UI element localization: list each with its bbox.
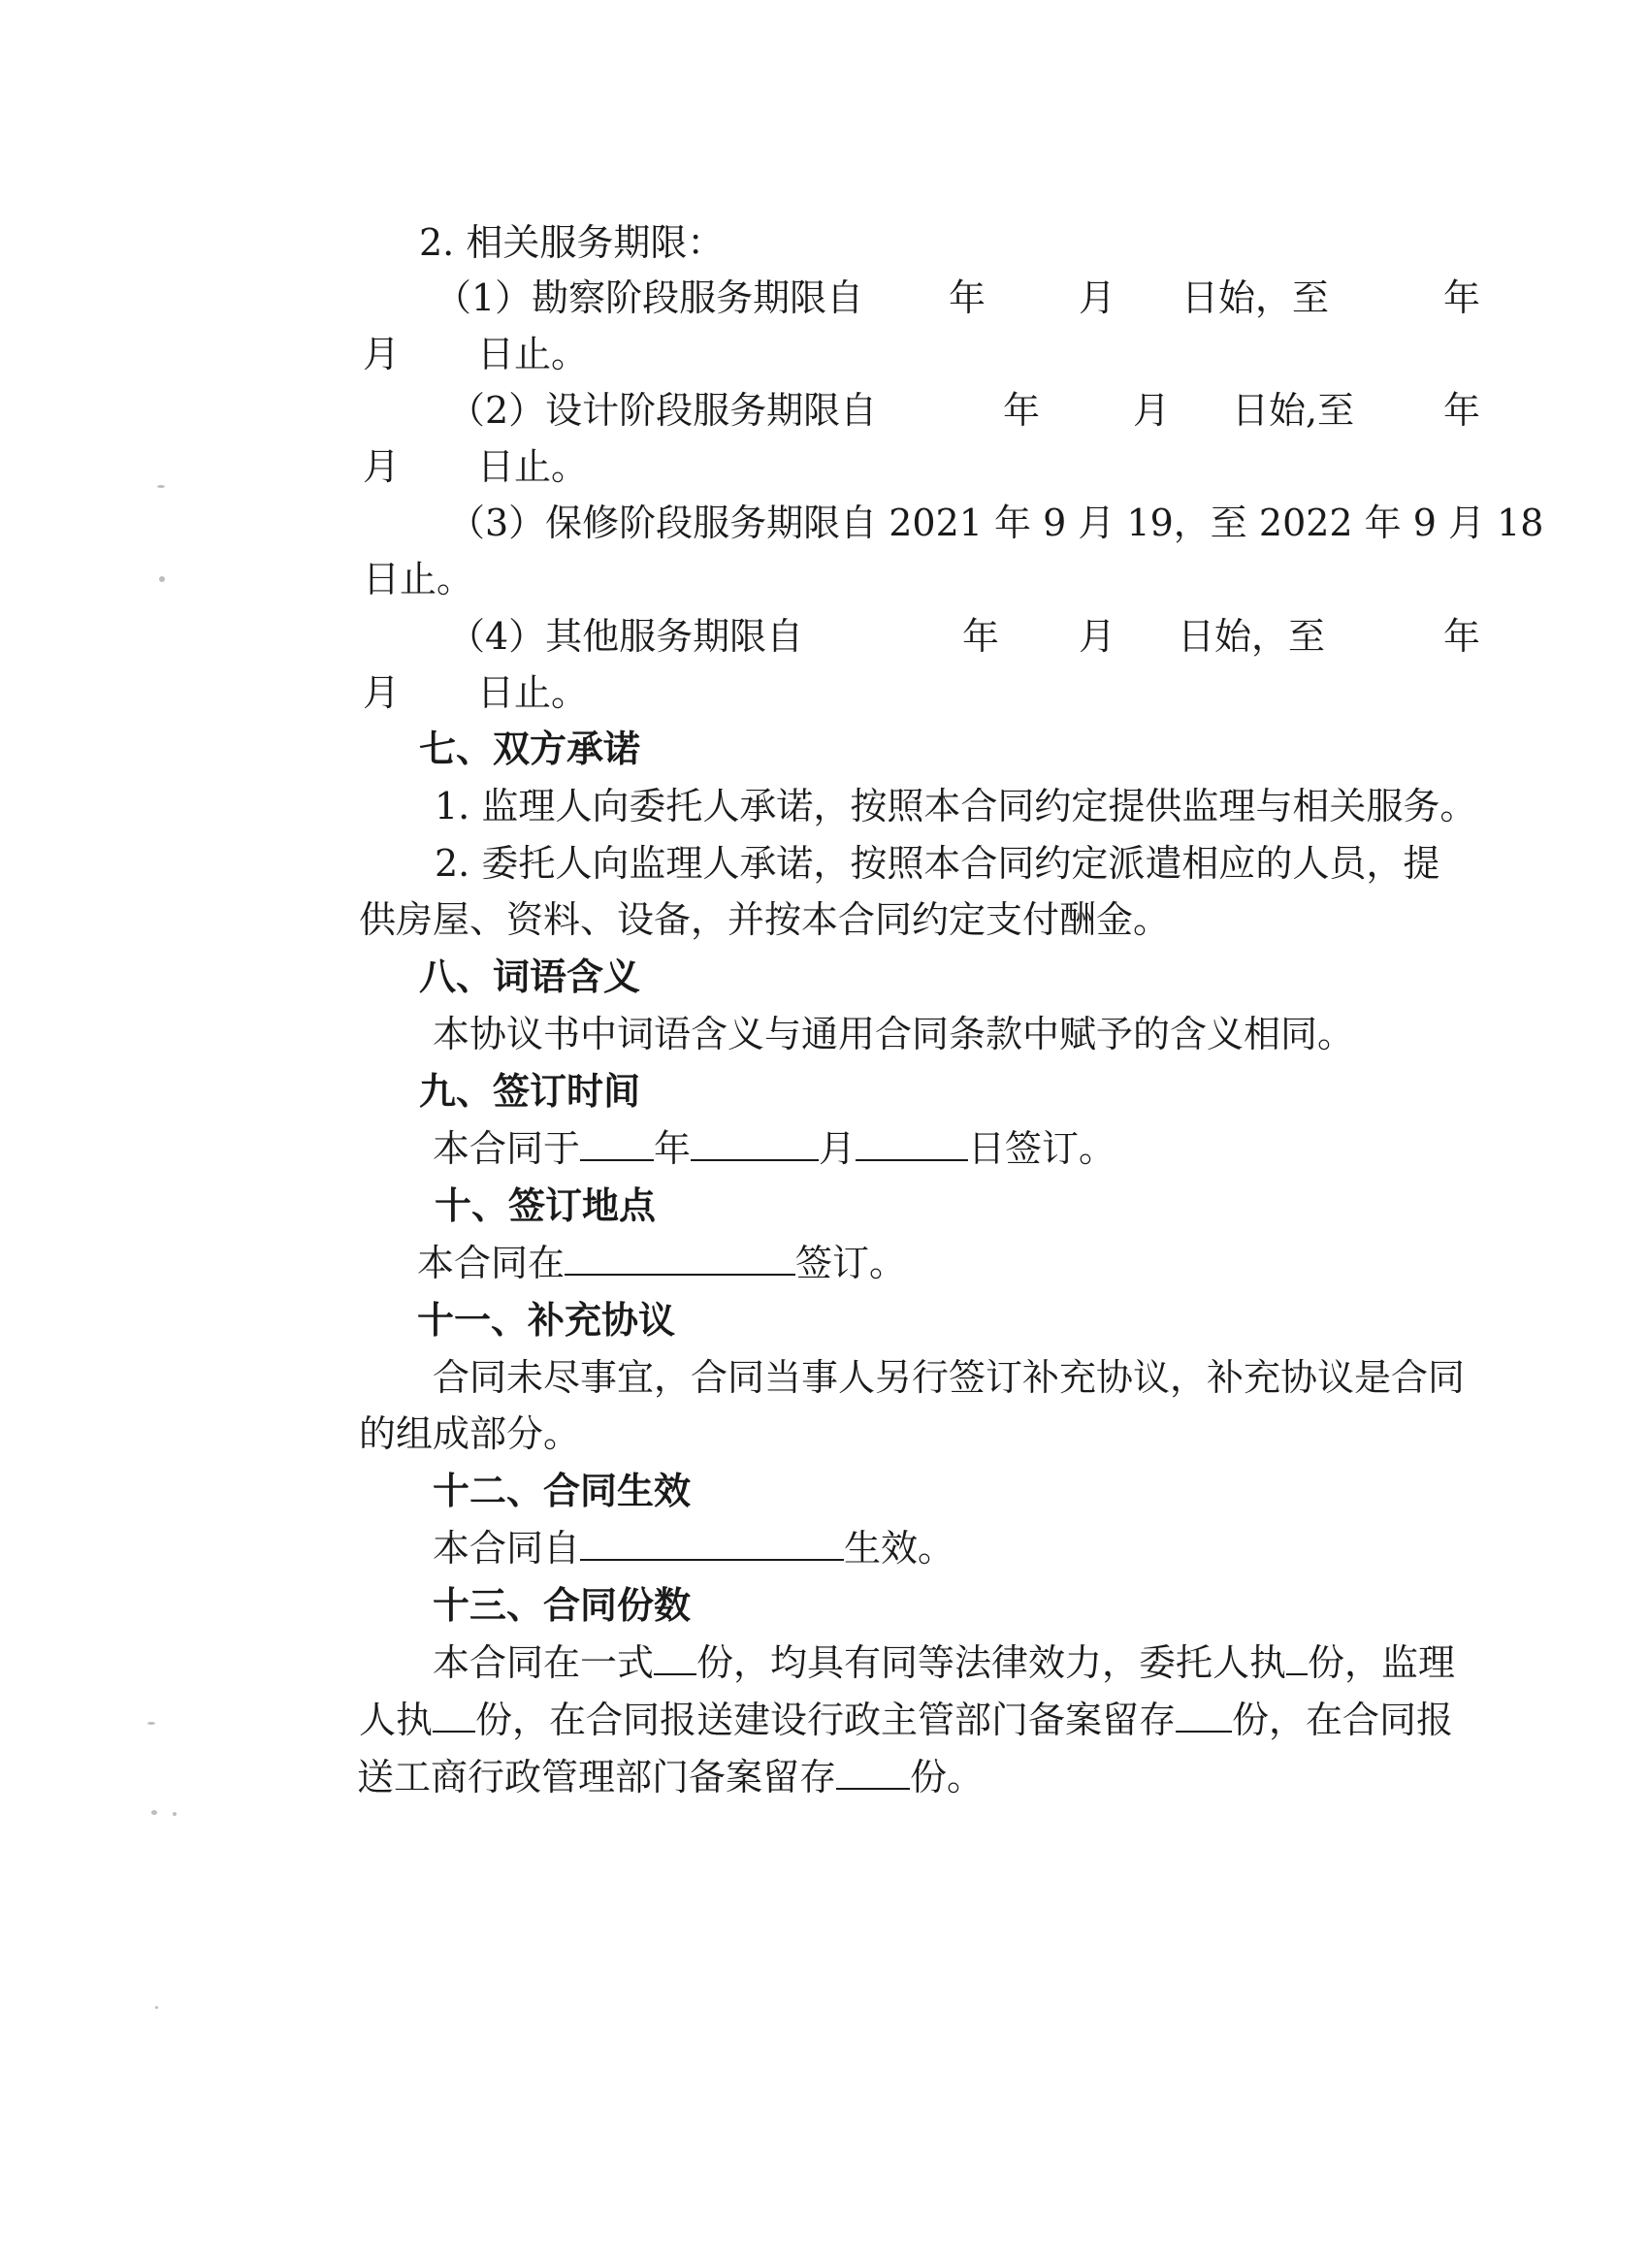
scan-speck xyxy=(173,1812,177,1816)
signing-date-prefix: 本合同于 xyxy=(433,1127,581,1170)
section-10-heading: 十、签订地点 xyxy=(435,1184,657,1227)
copies-line1 xyxy=(433,1639,1455,1686)
signing-year-blank[interactable] xyxy=(580,1126,654,1161)
other-start-day: 日始，至 xyxy=(1178,615,1326,658)
copies-total-blank[interactable] xyxy=(654,1640,696,1675)
effective-condition-blank[interactable] xyxy=(580,1526,844,1561)
survey-end-day: 日止。 xyxy=(477,333,589,375)
copies-client-text: 份，均具有同等法律效力，委托人执 xyxy=(696,1641,1287,1684)
effective-prefix: 本合同自 xyxy=(433,1527,581,1570)
signing-year-label: 年 xyxy=(654,1127,692,1170)
signing-place-blank[interactable] xyxy=(565,1241,795,1276)
section-11-line1: 合同未尽事宜，合同当事人另行签订补充协议，补充协议是合同 xyxy=(433,1356,1466,1399)
other-start-year: 年 xyxy=(962,615,1000,658)
section-8-heading: 八、词语含义 xyxy=(419,956,641,998)
design-end-month: 月 xyxy=(363,445,401,488)
warranty-period-line2: 日止。 xyxy=(363,558,474,600)
copies-commerce-prefix: 份，在合同报 xyxy=(1232,1699,1454,1741)
signing-month-blank[interactable] xyxy=(691,1126,819,1161)
other-period-label: （4）其他服务期限自 xyxy=(448,615,804,658)
copies-supervisor-blank[interactable] xyxy=(433,1698,475,1733)
warranty-period-line1: （3）保修阶段服务期限自 2021 年 9 月 19，至 2022 年 9 月 18 xyxy=(448,502,1544,544)
survey-end-year: 年 xyxy=(1443,276,1481,319)
scan-speck xyxy=(147,1722,155,1725)
design-end-day: 日止。 xyxy=(477,445,589,488)
survey-start-year: 年 xyxy=(949,276,986,319)
scan-speck xyxy=(157,485,165,488)
section-7-item-2-line2: 供房屋、资料、设备，并按本合同约定支付酬金。 xyxy=(359,898,1171,941)
section-7-item-1: 1. 监理人向委托人承诺，按照本合同约定提供监理与相关服务。 xyxy=(435,785,1477,827)
design-period-label: （2）设计阶段服务期限自 xyxy=(448,389,878,432)
other-end-month: 月 xyxy=(363,671,401,714)
copies-commerce-blank[interactable] xyxy=(836,1755,910,1790)
section-8-text: 本协议书中词语含义与通用合同条款中赋予的含义相同。 xyxy=(433,1013,1355,1055)
section-9-heading: 九、签订时间 xyxy=(419,1070,641,1113)
copies-total-prefix: 本合同在一式 xyxy=(433,1641,655,1684)
copies-commerce-text: 送工商行政管理部门备案留存 xyxy=(357,1756,837,1798)
signing-date-line xyxy=(433,1125,1116,1172)
scan-speck xyxy=(159,576,165,582)
design-start-day: 日始,至 xyxy=(1232,389,1355,432)
signing-day-blank[interactable] xyxy=(856,1126,968,1161)
copies-construction-blank[interactable] xyxy=(1176,1698,1232,1733)
section-12-heading: 十二、合同生效 xyxy=(433,1470,692,1512)
scan-speck xyxy=(155,2006,158,2009)
effective-line xyxy=(433,1525,954,1571)
section-7-item-2-line1: 2. 委托人向监理人承诺，按照本合同约定派遣相应的人员，提 xyxy=(435,842,1440,885)
signing-day-suffix: 日签订。 xyxy=(968,1127,1116,1170)
copies-commerce-suffix: 份。 xyxy=(910,1756,985,1798)
section-11-heading: 十一、补充协议 xyxy=(417,1299,676,1342)
other-end-year: 年 xyxy=(1443,615,1481,658)
survey-start-month: 月 xyxy=(1079,276,1116,319)
signing-place-suffix: 签订。 xyxy=(795,1242,907,1284)
scan-speck xyxy=(151,1810,157,1815)
signing-month-label: 月 xyxy=(819,1127,857,1170)
copies-construction-text: 份，在合同报送建设行政主管部门备案留存 xyxy=(475,1699,1177,1741)
other-end-day: 日止。 xyxy=(477,671,589,714)
design-end-year: 年 xyxy=(1443,389,1481,432)
copies-supervisor-label: 人执 xyxy=(359,1699,434,1741)
copies-line2 xyxy=(359,1697,1453,1743)
survey-end-month: 月 xyxy=(363,333,401,375)
signing-place-line xyxy=(417,1240,906,1286)
design-start-year: 年 xyxy=(1003,389,1041,432)
copies-client-blank[interactable] xyxy=(1286,1640,1308,1675)
effective-suffix: 生效。 xyxy=(844,1527,955,1570)
section-13-heading: 十三、合同份数 xyxy=(433,1584,692,1627)
copies-supervisor-prefix: 份，监理 xyxy=(1308,1641,1456,1684)
survey-period-label: （1）勘察阶段服务期限自 xyxy=(435,276,864,319)
service-period-title: 2. 相关服务期限： xyxy=(419,221,725,264)
design-start-month: 月 xyxy=(1133,389,1171,432)
copies-line3 xyxy=(357,1754,984,1800)
survey-start-day: 日始，至 xyxy=(1181,276,1330,319)
signing-place-prefix: 本合同在 xyxy=(417,1242,566,1284)
other-start-month: 月 xyxy=(1079,615,1116,658)
section-11-line2: 的组成部分。 xyxy=(359,1412,581,1455)
section-7-heading: 七、双方承诺 xyxy=(419,728,641,770)
